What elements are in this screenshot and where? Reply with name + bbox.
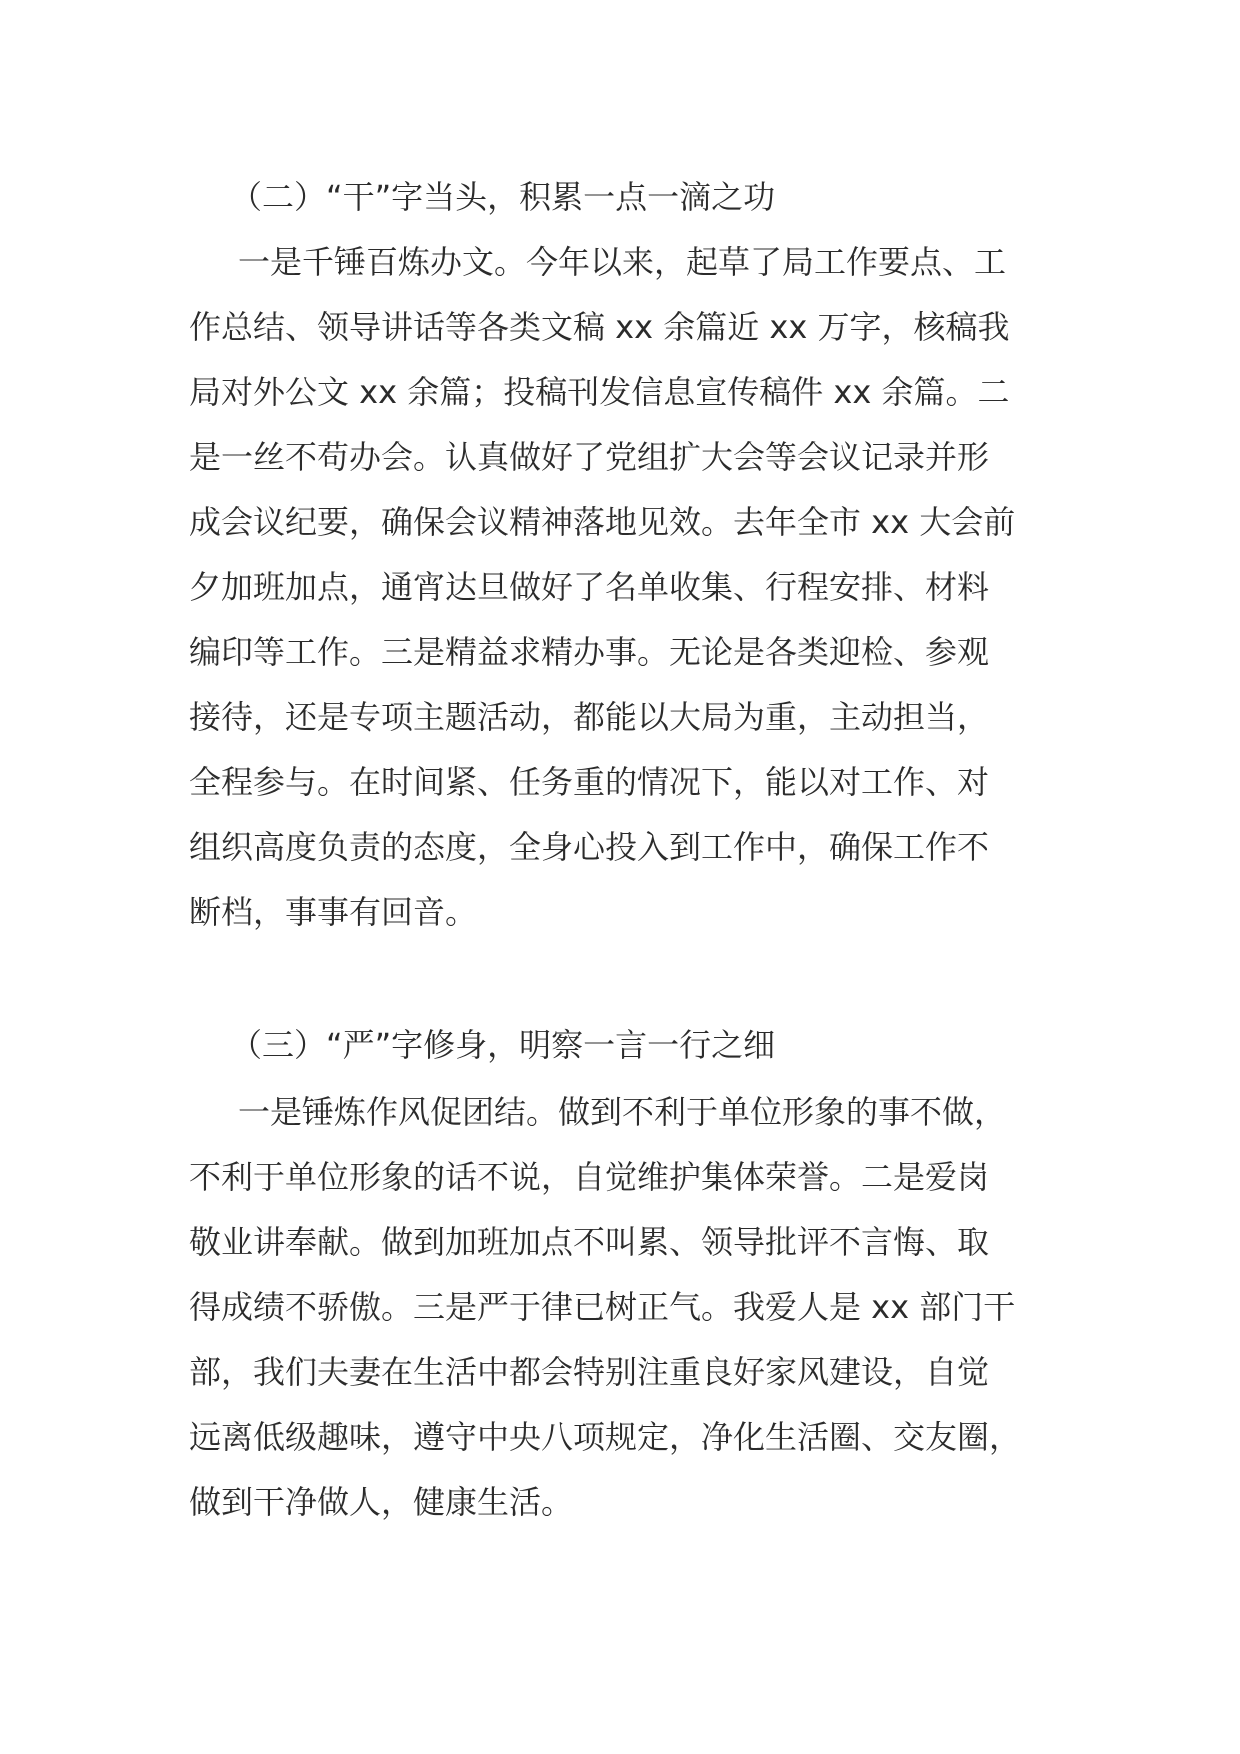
section-paragraph-2: [189, 230, 1049, 945]
paragraph-line: 接待，还是专项主题活动，都能以大局为重，主动担当，: [189, 698, 990, 736]
paragraph-line: 编印等工作。三是精益求精办事。无论是各类迎检、参观: [189, 633, 990, 671]
paragraph-line: 敬业讲奉献。做到加班加点不叫累、领导批评不言悔、取: [189, 1223, 990, 1261]
section-heading-2: （二）“干”字当头，积累一点一滴之功: [230, 178, 776, 216]
paragraph-line: 作总结、领导讲话等各类文稿 xx 余篇近 xx 万字，核稿我: [189, 308, 1010, 346]
paragraph-line: 做到干净做人，健康生活。: [189, 1483, 574, 1521]
paragraph-line: 局对外公文 xx 余篇；投稿刊发信息宣传稿件 xx 余篇。二: [189, 373, 1010, 411]
section-heading-3: （三）“严”字修身，明察一言一行之细: [230, 1026, 776, 1064]
paragraph-line: 得成绩不骄傲。三是严于律已树正气。我爱人是 xx 部门干: [189, 1288, 1016, 1326]
paragraph-line: 成会议纪要，确保会议精神落地见效。去年全市 xx 大会前: [189, 503, 1016, 541]
paragraph-line: 一是锤炼作风促团结。做到不利于单位形象的事不做，: [238, 1093, 1007, 1131]
paragraph-line: 不利于单位形象的话不说，自觉维护集体荣誉。二是爱岗: [189, 1158, 990, 1196]
paragraph-line: 部，我们夫妻在生活中都会特别注重良好家风建设，自觉: [189, 1353, 990, 1391]
paragraph-line: 断档，事事有回音。: [189, 893, 478, 931]
paragraph-line: 远离低级趣味，遵守中央八项规定，净化生活圈、交友圈，: [189, 1418, 1022, 1456]
paragraph-line: 组织高度负责的态度，全身心投入到工作中，确保工作不: [189, 828, 990, 866]
paragraph-line: 是一丝不苟办会。认真做好了党组扩大会等会议记录并形: [189, 438, 990, 476]
section-paragraph-3: [189, 1080, 1049, 1535]
paragraph-line: 夕加班加点，通宵达旦做好了名单收集、行程安排、材料: [189, 568, 990, 606]
paragraph-line: 全程参与。在时间紧、任务重的情况下，能以对工作、对: [189, 763, 990, 801]
paragraph-line: 一是千锤百炼办文。今年以来，起草了局工作要点、工: [238, 243, 1007, 281]
